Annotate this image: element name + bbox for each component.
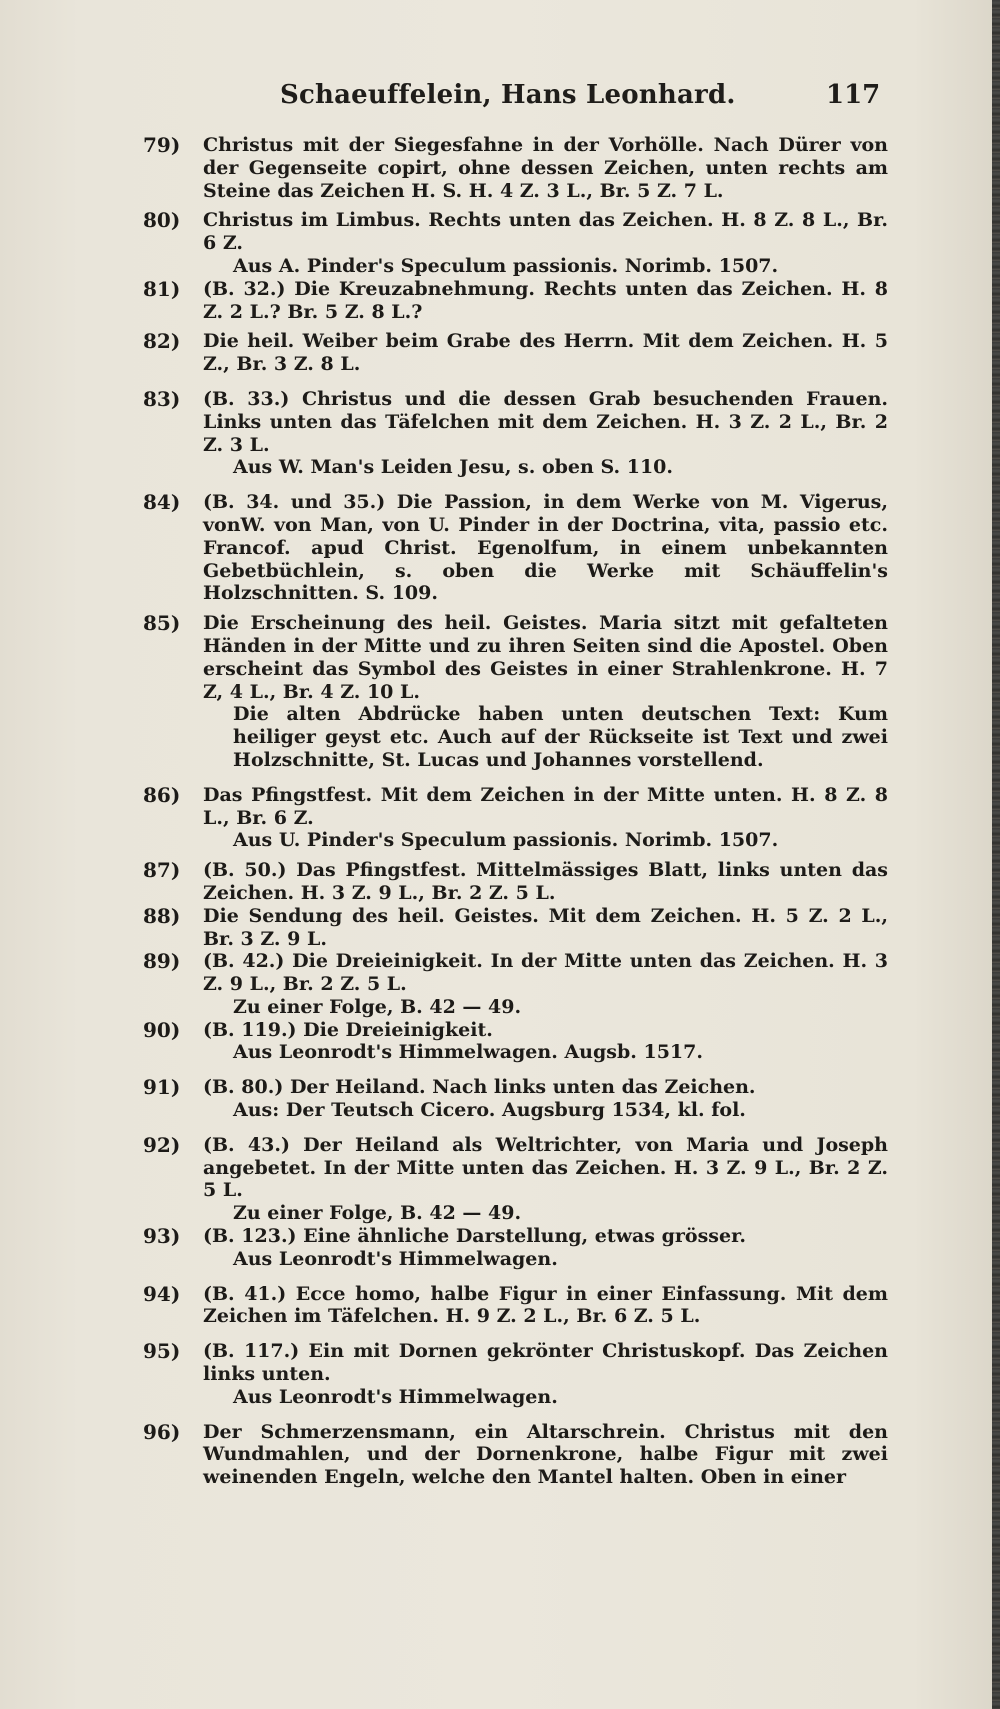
entry-list <box>143 134 888 1489</box>
entry-source-note: Zu einer Folge, B. 42 — 49. <box>233 1202 522 1225</box>
catalog-entry-92 <box>143 1134 888 1225</box>
entry-number: 85) <box>143 611 181 636</box>
entry-number: 80) <box>143 208 181 233</box>
entry-number: 86) <box>143 782 181 807</box>
entry-text: Christus im Limbus. Rechts unten das Zeichen. H. 8 Z. 8 L., Br. 6 Z. <box>203 209 888 255</box>
catalog-entry-81 <box>143 278 888 324</box>
catalog-entry-94 <box>143 1283 888 1329</box>
entry-text: (B. 32.) Die Kreuzabnehmung. Rechts unten das Zeichen. H. 8 Z. 2 L.? Br. 5 Z. 8 L.? <box>203 277 888 323</box>
entry-number: 87) <box>143 858 181 883</box>
page-number: 117 <box>826 80 881 110</box>
entry-source-note: Aus: Der Teutsch Cicero. Augsburg 1534, kl. fol. <box>233 1099 746 1122</box>
entry-text: (B. 41.) Ecce homo, halbe Figur in einer Einfassung. Mit dem Zeichen im Täfelchen. H. 9 Z. 2 L., Br. 6 Z. 5 L. <box>203 1282 888 1328</box>
entry-number: 90) <box>143 1017 181 1042</box>
entry-source-note: Aus W. Man's Leiden Jesu, s. oben S. 110. <box>233 456 673 479</box>
entry-source-note: Aus U. Pinder's Speculum passionis. Norimb. 1507. <box>233 829 779 852</box>
running-title: Schaeuffelein, Hans Leonhard. <box>280 80 736 110</box>
entry-text: Die Erscheinung des heil. Geistes. Maria sitzt mit gefalteten Händen in der Mitte und zu ihren Seiten sind die Apostel. Oben erscheint das Symbol des Geistes in einer Strahlenkrone. H. 7 Z, 4 L., Br. 4 Z. 10 L. <box>203 612 888 703</box>
entry-source-note: Die alten Abdrücke haben unten deutschen Text: Kum heiliger geyst etc. Auch auf der Rückseite ist Text und zwei Holzschnitte, St. Lucas und Johannes vorstellend. <box>233 703 888 771</box>
entry-text: (B. 42.) Die Dreieinigkeit. In der Mitte unten das Zeichen. H. 3 Z. 9 L., Br. 2 Z. 5 L. <box>203 950 888 996</box>
entry-text: Das Pfingstfest. Mit dem Zeichen in der Mitte unten. H. 8 Z. 8 L., Br. 6 Z. <box>203 783 888 829</box>
entry-number: 92) <box>143 1132 181 1157</box>
entry-number: 95) <box>143 1339 181 1364</box>
catalog-entry-83 <box>143 388 888 479</box>
entry-source-note: Aus Leonrodt's Himmelwagen. <box>233 1385 558 1408</box>
entry-source-note: Aus Leonrodt's Himmelwagen. Augsb. 1517. <box>233 1041 703 1064</box>
entry-text: (B. 50.) Das Pfingstfest. Mittelmässiges Blatt, links unten das Zeichen. H. 3 Z. 9 L., Br. 2 Z. 5 L. <box>203 859 888 904</box>
entry-number: 89) <box>143 949 181 974</box>
catalog-entry-88 <box>143 905 888 951</box>
entry-number: 79) <box>143 133 181 157</box>
catalog-entry-95 <box>143 1340 888 1408</box>
entry-source-note: Aus Leonrodt's Himmelwagen. <box>233 1247 558 1270</box>
catalog-entry-87 <box>143 859 888 905</box>
entry-number: 93) <box>143 1224 181 1249</box>
catalog-entry-96 <box>143 1421 888 1489</box>
catalog-entry-93 <box>143 1225 888 1271</box>
entry-text: (B. 80.) Der Heiland. Nach links unten das Zeichen. <box>203 1076 756 1099</box>
entry-text: (B. 117.) Ein mit Dornen gekrönter Christuskopf. Das Zeichen links unten. <box>203 1340 888 1386</box>
page-header <box>0 80 992 120</box>
catalog-entry-89 <box>143 950 888 1018</box>
entry-text: (B. 119.) Die Dreieinigkeit. <box>203 1018 493 1041</box>
entry-number: 94) <box>143 1281 181 1306</box>
catalog-entry-79 <box>143 134 888 202</box>
catalog-entry-91 <box>143 1076 888 1122</box>
entry-number: 81) <box>143 276 181 301</box>
entry-source-note: Aus A. Pinder's Speculum passionis. Norimb. 1507. <box>233 254 779 277</box>
entry-text: Die heil. Weiber beim Grabe des Herrn. Mit dem Zeichen. H. 5 Z., Br. 3 Z. 8 L. <box>203 330 888 376</box>
entry-number: 84) <box>143 490 181 515</box>
catalog-entry-82 <box>143 330 888 376</box>
entry-text: (B. 123.) Eine ähnliche Darstellung, etwas grösser. <box>203 1225 746 1248</box>
catalog-entry-85 <box>143 612 888 772</box>
entry-text: Christus mit der Siegesfahne in der Vorhölle. Nach Dürer von der Gegenseite copirt, ohne dessen Zeichen, unten rechts am Steine das Zeichen H. S. H. 4 Z. 3 L., Br. 5 Z. 7 L. <box>203 134 888 202</box>
entry-number: 96) <box>143 1419 181 1444</box>
book-edge <box>992 0 1000 1709</box>
entry-text: (B. 43.) Der Heiland als Weltrichter, von Maria und Joseph angebetet. In der Mitte unten das Zeichen. H. 3 Z. 9 L., Br. 2 Z. 5 L. <box>203 1133 888 1202</box>
entry-source-note: Zu einer Folge, B. 42 — 49. <box>233 995 522 1018</box>
entry-number: 83) <box>143 386 181 411</box>
entry-number: 91) <box>143 1075 181 1100</box>
entry-number: 82) <box>143 329 181 354</box>
entry-text: (B. 33.) Christus und die dessen Grab besuchenden Frauen. Links unten das Täfelchen mit dem Zeichen. H. 3 Z. 2 L., Br. 2 Z. 3 L. <box>203 387 888 456</box>
catalog-entry-80 <box>143 209 888 277</box>
entry-text: Die Sendung des heil. Geistes. Mit dem Zeichen. H. 5 Z. 2 L., Br. 3 Z. 9 L. <box>203 904 888 950</box>
entry-text: (B. 34. und 35.) Die Passion, in dem Werke von M. Vigerus, vonW. von Man, von U. Pinder in der Doctrina, vita, passio etc. Francof. apud Christ. Egenolfum, in einem unbekannten Gebetbüchlein, s. oben die Werke mit Schäuffelin's Holzschnitten. S. 109. <box>203 491 888 605</box>
entry-text: Der Schmerzensmann, ein Altarschrein. Christus mit den Wundmahlen, und der Dornenkrone, halbe Figur mit zwei weinenden Engeln, welche den Mantel halten. Oben in einer <box>203 1420 888 1489</box>
catalog-entry-90 <box>143 1019 888 1065</box>
entry-number: 88) <box>143 903 181 928</box>
catalog-entry-86 <box>143 784 888 852</box>
catalog-entry-84 <box>143 491 888 605</box>
